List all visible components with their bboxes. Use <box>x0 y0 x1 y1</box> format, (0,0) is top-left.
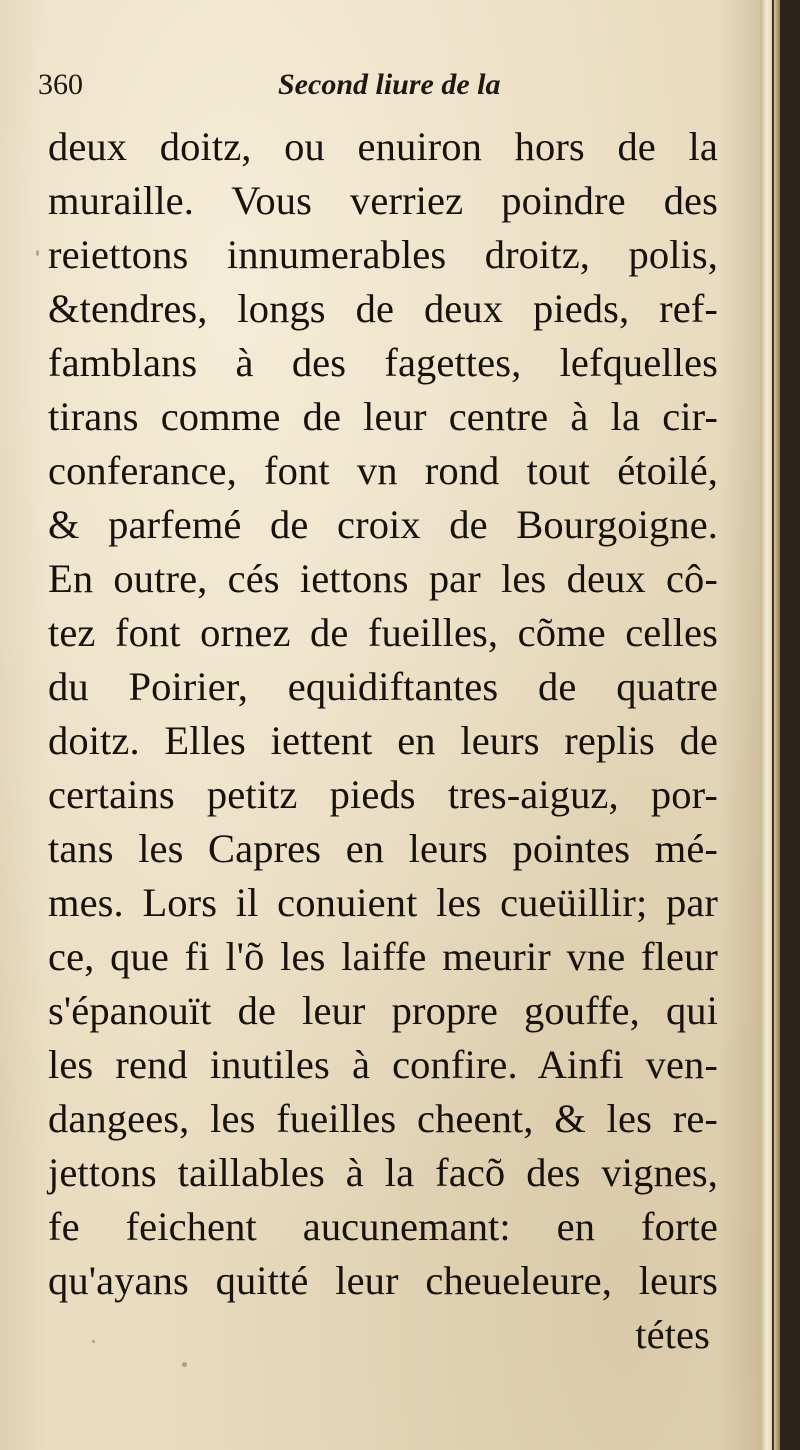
binding-edge <box>772 0 774 1450</box>
text-line: muraille. Vous verriez poindre des <box>48 178 718 223</box>
running-head: Second liure de la <box>278 68 501 101</box>
text-line: tirans comme de leur centre à la cir- <box>48 394 718 439</box>
text-line: En outre, cés iettons par les deux cô- <box>48 556 718 601</box>
text-line: ce, que fi l'õ les laiffe meurir vne fleur <box>48 934 718 979</box>
page-number: 360 <box>38 68 83 101</box>
page-header <box>38 68 718 112</box>
text-line: tans les Capres en leurs pointes mé- <box>48 826 718 871</box>
paper-speck <box>36 250 39 256</box>
text-line: du Poirier, equidiftantes de quatre <box>48 664 718 709</box>
text-line: doitz. Elles iettent en leurs replis de <box>48 718 718 763</box>
text-line: famblans à des fagettes, lefquelles <box>48 340 718 385</box>
text-line: tez font ornez de fueilles, cõme celles <box>48 610 718 655</box>
paper-speck <box>92 1340 95 1343</box>
text-line: qu'ayans quitté leur cheueleure, leurs <box>48 1258 718 1303</box>
text-line: s'épanouït de leur propre gouffe, qui <box>48 988 718 1033</box>
text-line: fe feichent aucunemant: en forte <box>48 1204 718 1249</box>
text-line: les rend inutiles à confire. Ainfi ven- <box>48 1042 718 1087</box>
page-gutter <box>760 0 780 1450</box>
text-line: conferance, font vn rond tout étoilé, <box>48 448 718 493</box>
text-line: jettons taillables à la facõ des vignes, <box>48 1150 718 1195</box>
text-line: & parfemé de croix de Bourgoigne. <box>48 502 718 547</box>
text-line: &tendres, longs de deux pieds, ref- <box>48 286 718 331</box>
text-line: mes. Lors il conuient les cueüillir; par <box>48 880 718 925</box>
text-line: deux doitz, ou enuiron hors de la <box>48 124 718 169</box>
catchword: tétes <box>635 1312 710 1357</box>
paper-speck <box>182 1362 187 1367</box>
body-text <box>48 120 718 1362</box>
text-line: dangees, les fueilles cheent, & les re- <box>48 1096 718 1141</box>
text-line: certains petitz pieds tres-aiguz, por- <box>48 772 718 817</box>
text-line: reiettons innumerables droitz, polis, <box>48 232 718 277</box>
